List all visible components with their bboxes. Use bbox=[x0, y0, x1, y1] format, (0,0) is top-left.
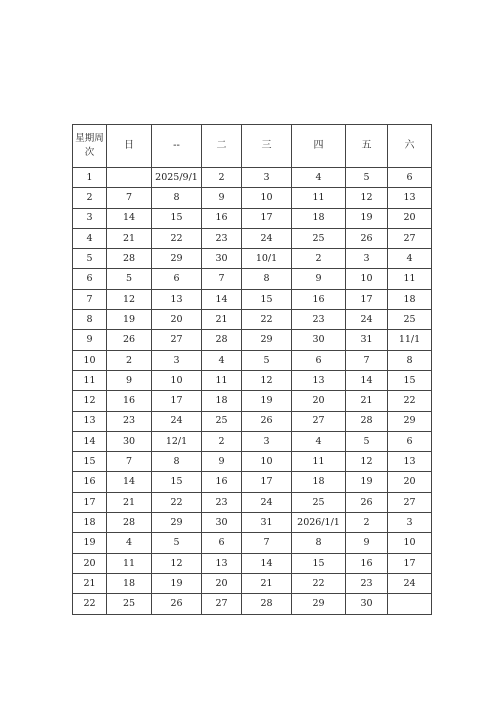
cell-saturday: 11 bbox=[388, 269, 432, 289]
cell-week-number: 17 bbox=[73, 492, 107, 512]
header-sunday: 日 bbox=[107, 125, 152, 168]
cell-sunday: 30 bbox=[107, 431, 152, 451]
cell-week-number: 20 bbox=[73, 553, 107, 573]
cell-tuesday: 23 bbox=[202, 492, 242, 512]
cell-monday: 22 bbox=[152, 228, 202, 248]
cell-monday: 20 bbox=[152, 310, 202, 330]
cell-tuesday: 16 bbox=[202, 472, 242, 492]
cell-sunday: 21 bbox=[107, 492, 152, 512]
cell-wednesday: 15 bbox=[242, 289, 292, 309]
cell-sunday: 12 bbox=[107, 289, 152, 309]
cell-wednesday: 7 bbox=[242, 533, 292, 553]
cell-friday: 19 bbox=[346, 472, 388, 492]
cell-wednesday: 10/1 bbox=[242, 249, 292, 269]
cell-friday: 5 bbox=[346, 431, 388, 451]
cell-tuesday: 2 bbox=[202, 431, 242, 451]
table-row bbox=[73, 391, 432, 411]
cell-thursday: 25 bbox=[292, 492, 346, 512]
cell-tuesday: 7 bbox=[202, 269, 242, 289]
cell-tuesday: 25 bbox=[202, 411, 242, 431]
table-row bbox=[73, 289, 432, 309]
cell-tuesday: 28 bbox=[202, 330, 242, 350]
cell-thursday: 22 bbox=[292, 573, 346, 593]
cell-wednesday: 10 bbox=[242, 452, 292, 472]
cell-tuesday: 21 bbox=[202, 310, 242, 330]
header-tuesday: 二 bbox=[202, 125, 242, 168]
cell-friday: 14 bbox=[346, 370, 388, 390]
header-thursday: 四 bbox=[292, 125, 346, 168]
cell-saturday: 27 bbox=[388, 228, 432, 248]
cell-tuesday: 30 bbox=[202, 513, 242, 533]
table-row bbox=[73, 188, 432, 208]
cell-thursday: 6 bbox=[292, 350, 346, 370]
cell-friday: 9 bbox=[346, 533, 388, 553]
cell-sunday: 28 bbox=[107, 513, 152, 533]
table-row bbox=[73, 370, 432, 390]
cell-saturday: 18 bbox=[388, 289, 432, 309]
cell-monday: 27 bbox=[152, 330, 202, 350]
cell-monday: 6 bbox=[152, 269, 202, 289]
cell-week-number: 5 bbox=[73, 249, 107, 269]
cell-week-number: 19 bbox=[73, 533, 107, 553]
cell-thursday: 15 bbox=[292, 553, 346, 573]
cell-saturday: 29 bbox=[388, 411, 432, 431]
cell-wednesday: 3 bbox=[242, 431, 292, 451]
table-row bbox=[73, 208, 432, 228]
cell-saturday: 10 bbox=[388, 533, 432, 553]
cell-week-number: 4 bbox=[73, 228, 107, 248]
cell-saturday: 15 bbox=[388, 370, 432, 390]
cell-monday: 5 bbox=[152, 533, 202, 553]
cell-sunday: 19 bbox=[107, 310, 152, 330]
cell-monday: 24 bbox=[152, 411, 202, 431]
cell-tuesday: 2 bbox=[202, 168, 242, 188]
header-wednesday: 三 bbox=[242, 125, 292, 168]
cell-thursday: 11 bbox=[292, 188, 346, 208]
cell-saturday: 17 bbox=[388, 553, 432, 573]
table-row bbox=[73, 594, 432, 614]
cell-saturday: 20 bbox=[388, 472, 432, 492]
cell-friday: 17 bbox=[346, 289, 388, 309]
cell-monday: 8 bbox=[152, 188, 202, 208]
cell-tuesday: 18 bbox=[202, 391, 242, 411]
cell-tuesday: 16 bbox=[202, 208, 242, 228]
cell-thursday: 29 bbox=[292, 594, 346, 614]
cell-thursday: 23 bbox=[292, 310, 346, 330]
cell-sunday: 14 bbox=[107, 472, 152, 492]
cell-tuesday: 23 bbox=[202, 228, 242, 248]
cell-tuesday: 9 bbox=[202, 188, 242, 208]
cell-thursday: 8 bbox=[292, 533, 346, 553]
cell-sunday: 7 bbox=[107, 452, 152, 472]
cell-thursday: 9 bbox=[292, 269, 346, 289]
cell-monday: 10 bbox=[152, 370, 202, 390]
cell-monday: 12/1 bbox=[152, 431, 202, 451]
cell-friday: 10 bbox=[346, 269, 388, 289]
cell-wednesday: 14 bbox=[242, 553, 292, 573]
cell-thursday: 4 bbox=[292, 168, 346, 188]
cell-sunday: 28 bbox=[107, 249, 152, 269]
cell-tuesday: 27 bbox=[202, 594, 242, 614]
table-row bbox=[73, 573, 432, 593]
table-row bbox=[73, 228, 432, 248]
cell-tuesday: 30 bbox=[202, 249, 242, 269]
cell-friday: 21 bbox=[346, 391, 388, 411]
cell-tuesday: 11 bbox=[202, 370, 242, 390]
header-monday: -- bbox=[152, 125, 202, 168]
cell-sunday: 18 bbox=[107, 573, 152, 593]
cell-wednesday: 31 bbox=[242, 513, 292, 533]
cell-wednesday: 19 bbox=[242, 391, 292, 411]
table-row bbox=[73, 411, 432, 431]
cell-friday: 19 bbox=[346, 208, 388, 228]
cell-tuesday: 20 bbox=[202, 573, 242, 593]
cell-sunday: 21 bbox=[107, 228, 152, 248]
cell-friday: 3 bbox=[346, 249, 388, 269]
cell-thursday: 11 bbox=[292, 452, 346, 472]
cell-wednesday: 5 bbox=[242, 350, 292, 370]
cell-monday: 22 bbox=[152, 492, 202, 512]
cell-monday: 15 bbox=[152, 208, 202, 228]
cell-week-number: 18 bbox=[73, 513, 107, 533]
table-row bbox=[73, 513, 432, 533]
cell-friday: 12 bbox=[346, 188, 388, 208]
cell-week-number: 8 bbox=[73, 310, 107, 330]
calendar-body bbox=[73, 168, 432, 615]
cell-sunday: 9 bbox=[107, 370, 152, 390]
cell-week-number: 7 bbox=[73, 289, 107, 309]
cell-saturday: 8 bbox=[388, 350, 432, 370]
cell-wednesday: 17 bbox=[242, 208, 292, 228]
cell-week-number: 22 bbox=[73, 594, 107, 614]
cell-sunday: 26 bbox=[107, 330, 152, 350]
cell-week-number: 15 bbox=[73, 452, 107, 472]
cell-friday: 30 bbox=[346, 594, 388, 614]
cell-saturday: 20 bbox=[388, 208, 432, 228]
cell-saturday: 24 bbox=[388, 573, 432, 593]
cell-monday: 13 bbox=[152, 289, 202, 309]
cell-thursday: 18 bbox=[292, 472, 346, 492]
cell-thursday: 2 bbox=[292, 249, 346, 269]
table-row bbox=[73, 168, 432, 188]
cell-thursday: 30 bbox=[292, 330, 346, 350]
cell-saturday: 6 bbox=[388, 168, 432, 188]
cell-saturday: 25 bbox=[388, 310, 432, 330]
cell-friday: 2 bbox=[346, 513, 388, 533]
header-friday: 五 bbox=[346, 125, 388, 168]
cell-friday: 26 bbox=[346, 492, 388, 512]
cell-wednesday: 8 bbox=[242, 269, 292, 289]
cell-week-number: 1 bbox=[73, 168, 107, 188]
cell-tuesday: 4 bbox=[202, 350, 242, 370]
cell-sunday: 23 bbox=[107, 411, 152, 431]
cell-saturday: 11/1 bbox=[388, 330, 432, 350]
cell-monday: 2025/9/1 bbox=[152, 168, 202, 188]
cell-wednesday: 17 bbox=[242, 472, 292, 492]
cell-week-number: 10 bbox=[73, 350, 107, 370]
cell-friday: 16 bbox=[346, 553, 388, 573]
cell-friday: 24 bbox=[346, 310, 388, 330]
cell-wednesday: 28 bbox=[242, 594, 292, 614]
cell-monday: 15 bbox=[152, 472, 202, 492]
cell-monday: 26 bbox=[152, 594, 202, 614]
cell-saturday: 13 bbox=[388, 188, 432, 208]
cell-sunday: 11 bbox=[107, 553, 152, 573]
cell-saturday: 4 bbox=[388, 249, 432, 269]
cell-wednesday: 26 bbox=[242, 411, 292, 431]
cell-wednesday: 21 bbox=[242, 573, 292, 593]
cell-week-number: 11 bbox=[73, 370, 107, 390]
cell-thursday: 20 bbox=[292, 391, 346, 411]
cell-wednesday: 12 bbox=[242, 370, 292, 390]
cell-wednesday: 29 bbox=[242, 330, 292, 350]
cell-tuesday: 13 bbox=[202, 553, 242, 573]
cell-week-number: 9 bbox=[73, 330, 107, 350]
header-row bbox=[73, 125, 432, 168]
cell-saturday: 22 bbox=[388, 391, 432, 411]
cell-thursday: 2026/1/1 bbox=[292, 513, 346, 533]
cell-week-number: 6 bbox=[73, 269, 107, 289]
cell-sunday: 5 bbox=[107, 269, 152, 289]
table-row bbox=[73, 553, 432, 573]
table-row bbox=[73, 492, 432, 512]
cell-week-number: 2 bbox=[73, 188, 107, 208]
cell-wednesday: 22 bbox=[242, 310, 292, 330]
table-row bbox=[73, 249, 432, 269]
cell-saturday bbox=[388, 594, 432, 614]
table-row bbox=[73, 330, 432, 350]
cell-thursday: 4 bbox=[292, 431, 346, 451]
cell-sunday bbox=[107, 168, 152, 188]
cell-week-number: 13 bbox=[73, 411, 107, 431]
cell-wednesday: 3 bbox=[242, 168, 292, 188]
cell-thursday: 16 bbox=[292, 289, 346, 309]
cell-monday: 19 bbox=[152, 573, 202, 593]
cell-friday: 7 bbox=[346, 350, 388, 370]
table-row bbox=[73, 452, 432, 472]
cell-week-number: 12 bbox=[73, 391, 107, 411]
cell-wednesday: 10 bbox=[242, 188, 292, 208]
cell-friday: 31 bbox=[346, 330, 388, 350]
cell-saturday: 3 bbox=[388, 513, 432, 533]
cell-tuesday: 6 bbox=[202, 533, 242, 553]
cell-monday: 8 bbox=[152, 452, 202, 472]
cell-sunday: 16 bbox=[107, 391, 152, 411]
cell-sunday: 4 bbox=[107, 533, 152, 553]
table-row bbox=[73, 533, 432, 553]
table-row bbox=[73, 431, 432, 451]
cell-friday: 12 bbox=[346, 452, 388, 472]
cell-monday: 29 bbox=[152, 249, 202, 269]
cell-sunday: 2 bbox=[107, 350, 152, 370]
header-week-number: 星期周次 bbox=[73, 125, 107, 168]
cell-thursday: 25 bbox=[292, 228, 346, 248]
cell-friday: 28 bbox=[346, 411, 388, 431]
table-row bbox=[73, 350, 432, 370]
cell-sunday: 25 bbox=[107, 594, 152, 614]
week-calendar-table bbox=[72, 124, 432, 615]
cell-monday: 17 bbox=[152, 391, 202, 411]
cell-friday: 5 bbox=[346, 168, 388, 188]
table-row bbox=[73, 269, 432, 289]
cell-saturday: 13 bbox=[388, 452, 432, 472]
cell-saturday: 6 bbox=[388, 431, 432, 451]
cell-thursday: 13 bbox=[292, 370, 346, 390]
cell-thursday: 27 bbox=[292, 411, 346, 431]
cell-week-number: 3 bbox=[73, 208, 107, 228]
cell-week-number: 21 bbox=[73, 573, 107, 593]
cell-wednesday: 24 bbox=[242, 228, 292, 248]
cell-friday: 23 bbox=[346, 573, 388, 593]
cell-monday: 3 bbox=[152, 350, 202, 370]
cell-friday: 26 bbox=[346, 228, 388, 248]
cell-thursday: 18 bbox=[292, 208, 346, 228]
cell-sunday: 14 bbox=[107, 208, 152, 228]
table-row bbox=[73, 472, 432, 492]
table-row bbox=[73, 310, 432, 330]
cell-monday: 12 bbox=[152, 553, 202, 573]
cell-week-number: 16 bbox=[73, 472, 107, 492]
cell-tuesday: 14 bbox=[202, 289, 242, 309]
cell-tuesday: 9 bbox=[202, 452, 242, 472]
cell-monday: 29 bbox=[152, 513, 202, 533]
cell-saturday: 27 bbox=[388, 492, 432, 512]
header-saturday: 六 bbox=[388, 125, 432, 168]
cell-sunday: 7 bbox=[107, 188, 152, 208]
cell-wednesday: 24 bbox=[242, 492, 292, 512]
cell-week-number: 14 bbox=[73, 431, 107, 451]
